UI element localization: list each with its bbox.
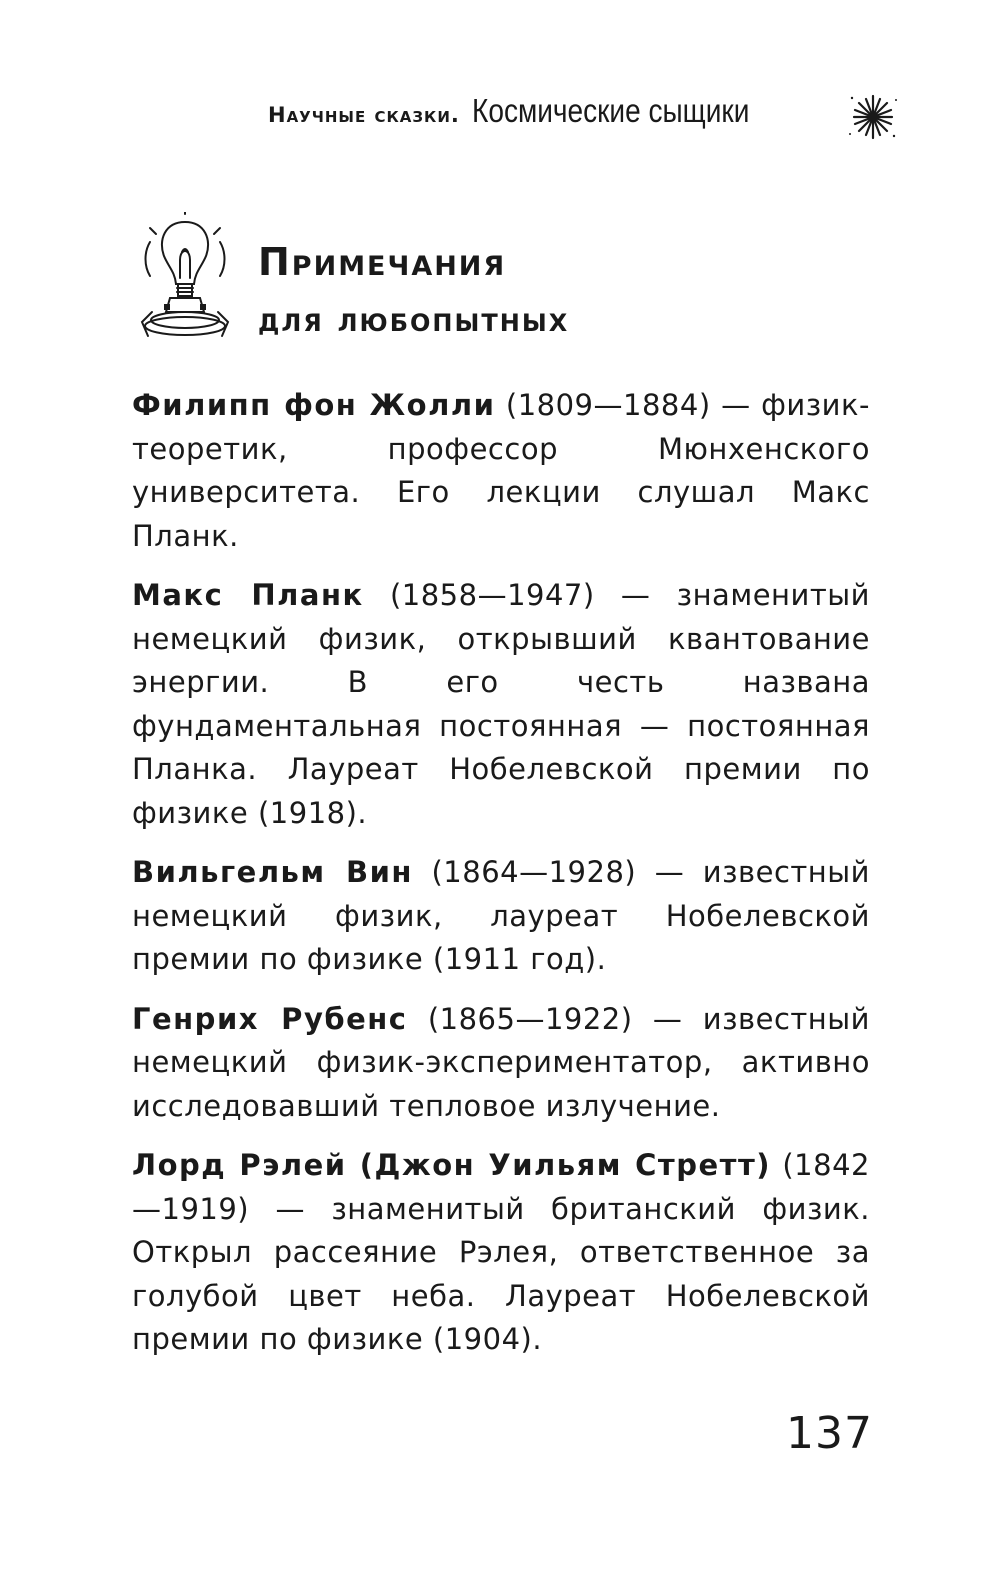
note-text: (1842—1919) — знаменитый британский физик. Открыл рассеяние Рэлея, ответственное за голубой цвет неба. Лауреат Нобелевской премии по физике (1904). bbox=[132, 1148, 870, 1356]
note-planck bbox=[132, 574, 870, 835]
note-text: (1809—1884) — физик-теоретик, профессор Мюнхенского университета. Его лекции слушал Макс Планк. bbox=[132, 388, 870, 553]
note-name: Лорд Рэлей (Джон Уильям Стретт) bbox=[132, 1148, 772, 1182]
note-name: Вильгельм Вин bbox=[132, 855, 413, 889]
note-wien bbox=[132, 851, 870, 982]
note-text: (1864—1928) — известный немецкий физик, лауреат Нобелевской премии по физике (1911 год). bbox=[132, 855, 870, 976]
section-title-line2: для любопытных bbox=[258, 300, 570, 340]
note-jolly bbox=[132, 384, 870, 558]
page-number: 137 bbox=[786, 1408, 873, 1459]
note-name: Генрих Рубенс bbox=[132, 1001, 408, 1036]
note-name: Филипп фон Жолли bbox=[132, 388, 496, 422]
note-rayleigh bbox=[132, 1144, 870, 1362]
book-title: Космические сыщики bbox=[471, 92, 750, 129]
note-name: Макс Планк bbox=[132, 578, 364, 612]
note-rubens bbox=[132, 998, 870, 1129]
series-title: Научные сказки. bbox=[268, 103, 460, 127]
note-text: (1858—1947) — знаменитый немецкий физик, открывший квантование энергии. В его честь названа фундаментальная постоянная — постоянная Планка. Лауреат Нобелевской премии по физике (1918). bbox=[132, 578, 870, 830]
section-heading bbox=[130, 212, 890, 362]
light-bulb-icon bbox=[130, 212, 240, 352]
running-header bbox=[268, 92, 798, 142]
note-text: (1865—1922) — известный немецкий физик-экспериментатор, активно исследовавший тепловое излучение. bbox=[132, 1001, 870, 1123]
star-burst-icon bbox=[846, 90, 900, 144]
section-title-line1: Примечания bbox=[258, 240, 507, 284]
notes-list bbox=[132, 384, 870, 1378]
